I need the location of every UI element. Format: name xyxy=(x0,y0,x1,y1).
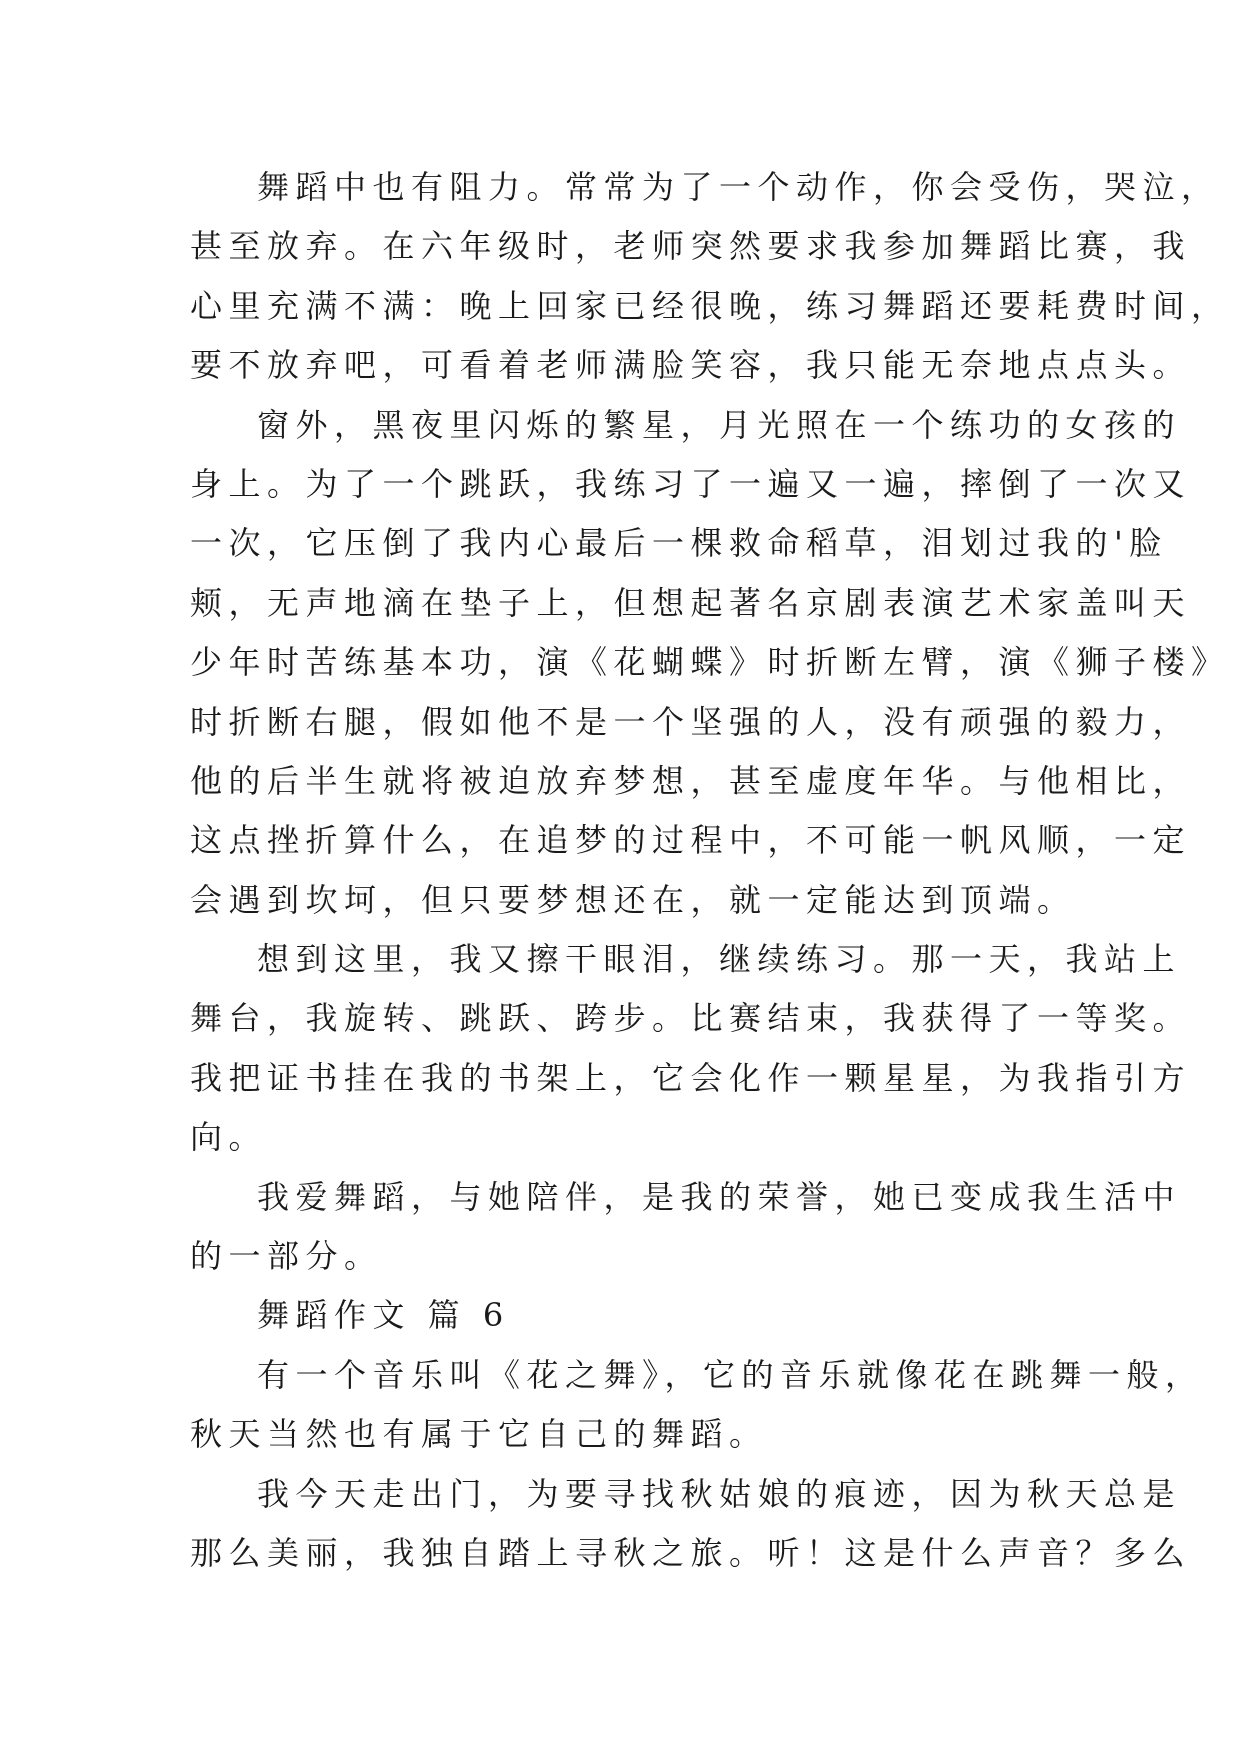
text-line: 那么美丽，我独自踏上寻秋之旅。听！这是什么声音？多么 xyxy=(190,1533,1192,1572)
text-line: 窗外，黑夜里闪烁的繁星，月光照在一个练功的女孩的 xyxy=(257,405,1182,444)
text-line: 心里充满不满：晚上回家已经很晚，练习舞蹈还要耗费时间， xyxy=(190,286,1230,325)
text-line: 要不放弃吧，可看着老师满脸笑容，我只能无奈地点点头。 xyxy=(190,346,1192,385)
text-line: 秋天当然也有属于它自己的舞蹈。 xyxy=(190,1415,768,1454)
text-line: 会遇到坎坷，但只要梦想还在，就一定能达到顶端。 xyxy=(190,880,1076,919)
text-line: 这点挫折算什么，在追梦的过程中，不可能一帆风顺，一定 xyxy=(190,821,1192,860)
text-line: 向。 xyxy=(190,1118,268,1157)
text-line: 一次，它压倒了我内心最后一棵救命稻草，泪划过我的'脸 xyxy=(190,524,1168,563)
text-line: 少年时苦练基本功，演《花蝴蝶》时折断左臂，演《狮子楼》 xyxy=(190,643,1230,682)
essay-body xyxy=(190,158,1230,1583)
text-line: 我把证书挂在我的书架上，它会化作一颗星星，为我指引方 xyxy=(190,1058,1192,1097)
text-line: 甚至放弃。在六年级时，老师突然要求我参加舞蹈比赛，我 xyxy=(190,227,1192,266)
text-line: 颊，无声地滴在垫子上，但想起著名京剧表演艺术家盖叫天 xyxy=(190,583,1192,622)
section-heading: 舞蹈作文 篇 6 xyxy=(257,1296,510,1335)
text-line: 时折断右腿，假如他不是一个坚强的人，没有顽强的毅力， xyxy=(190,702,1192,741)
text-line: 他的后半生就将被迫放弃梦想，甚至虚度年华。与他相比， xyxy=(190,761,1192,800)
text-line: 有一个音乐叫《花之舞》，它的音乐就像花在跳舞一般， xyxy=(257,1355,1204,1394)
text-line: 身上。为了一个跳跃，我练习了一遍又一遍，摔倒了一次又 xyxy=(190,464,1192,503)
text-line: 舞蹈中也有阻力。常常为了一个动作，你会受伤，哭泣， xyxy=(257,168,1220,206)
text-line: 我今天走出门，为要寻找秋姑娘的痕迹，因为秋天总是 xyxy=(257,1474,1182,1513)
text-line: 想到这里，我又擦干眼泪，继续练习。那一天，我站上 xyxy=(257,940,1182,979)
text-line: 我爱舞蹈，与她陪伴，是我的荣誉，她已变成我生活中 xyxy=(257,1177,1182,1216)
text-line: 舞台，我旋转、跳跃、跨步。比赛结束，我获得了一等奖。 xyxy=(190,999,1192,1038)
text-line: 的一部分。 xyxy=(190,1237,383,1276)
